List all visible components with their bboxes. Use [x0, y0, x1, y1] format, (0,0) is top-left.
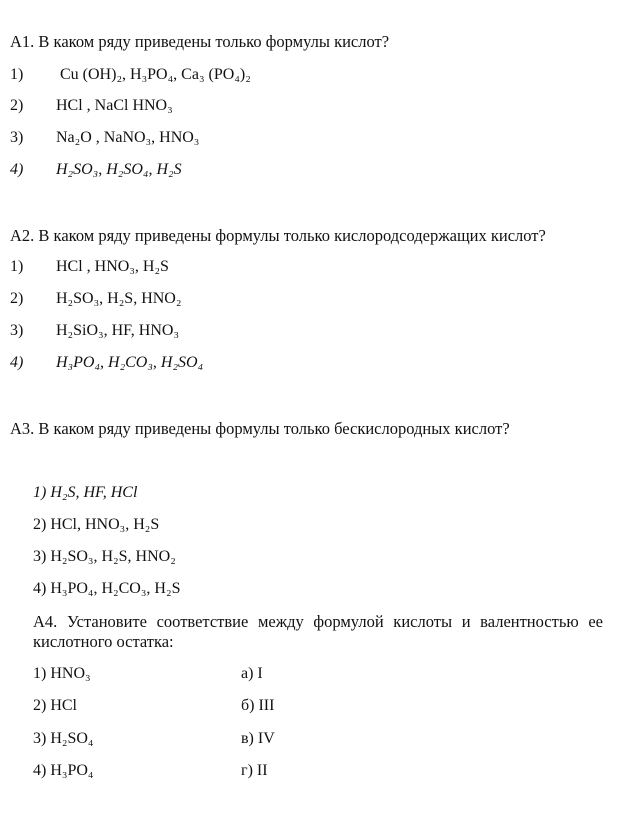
a4-left-2: 2) HCl: [33, 697, 77, 714]
a4-left-4: 4) H₃PO₄: [33, 762, 94, 779]
question-a4: А4. Установите соответствие между формулой кислоты и валентностью ее кислотного остатка:: [33, 612, 603, 651]
a2-option-2-number: 2): [10, 290, 24, 307]
question-a2: А2. В каком ряду приведены формулы только кислородсодержащих кислот?: [10, 226, 546, 245]
question-a1: А1. В каком ряду приведены только формулы кислот?: [10, 32, 390, 51]
a4-left-3: 3) H₂SO₄: [33, 730, 94, 747]
a4-right-c: в) IV: [241, 730, 275, 747]
a1-option-2-text: HCl , NaCl HNO₃: [56, 97, 173, 114]
a4-right-b: б) III: [241, 697, 275, 714]
a2-option-4-text: H₃PO₄, H₂CO₃, H₂SO₄: [56, 354, 204, 371]
a3-option-4: 4) H₃PO₄, H₂CO₃, H₂S: [33, 580, 181, 597]
a2-option-1-text: HCl , HNO₃, H₂S: [56, 258, 169, 275]
a1-option-3-number: 3): [10, 129, 24, 146]
a2-option-2-text: H₂SO₃, H₂S, HNO₂: [56, 290, 182, 307]
a3-option-2: 2) HCl, HNO₃, H₂S: [33, 516, 160, 533]
a1-option-3-text: Na₂O , NaNO₃, HNO₃: [56, 129, 200, 146]
question-a3: А3. В каком ряду приведены формулы только бескислородных кислот?: [10, 419, 510, 438]
a2-option-4-number: 4): [10, 354, 24, 371]
a1-option-1-text: Cu (OH)₂, H₃PO₄, Ca₃ (PO₄)₂: [60, 66, 251, 83]
a2-option-1-number: 1): [10, 258, 24, 275]
a1-option-4-number: 4): [10, 161, 24, 178]
a3-option-1: 1) H₂S, HF, HCl: [33, 484, 138, 501]
a2-option-3-text: H₂SiO₃, HF, HNO₃: [56, 322, 180, 339]
a4-right-a: а) I: [241, 665, 263, 682]
a1-option-2-number: 2): [10, 97, 24, 114]
a4-right-d: г) II: [241, 762, 268, 779]
a3-option-3: 3) H₂SO₃, H₂S, HNO₂: [33, 548, 176, 565]
a1-option-4-text: H₂SO₃, H₂SO₄, H₂S: [56, 161, 182, 178]
a2-option-3-number: 3): [10, 322, 24, 339]
a4-left-1: 1) HNO₃: [33, 665, 91, 682]
a1-option-1-number: 1): [10, 66, 24, 83]
